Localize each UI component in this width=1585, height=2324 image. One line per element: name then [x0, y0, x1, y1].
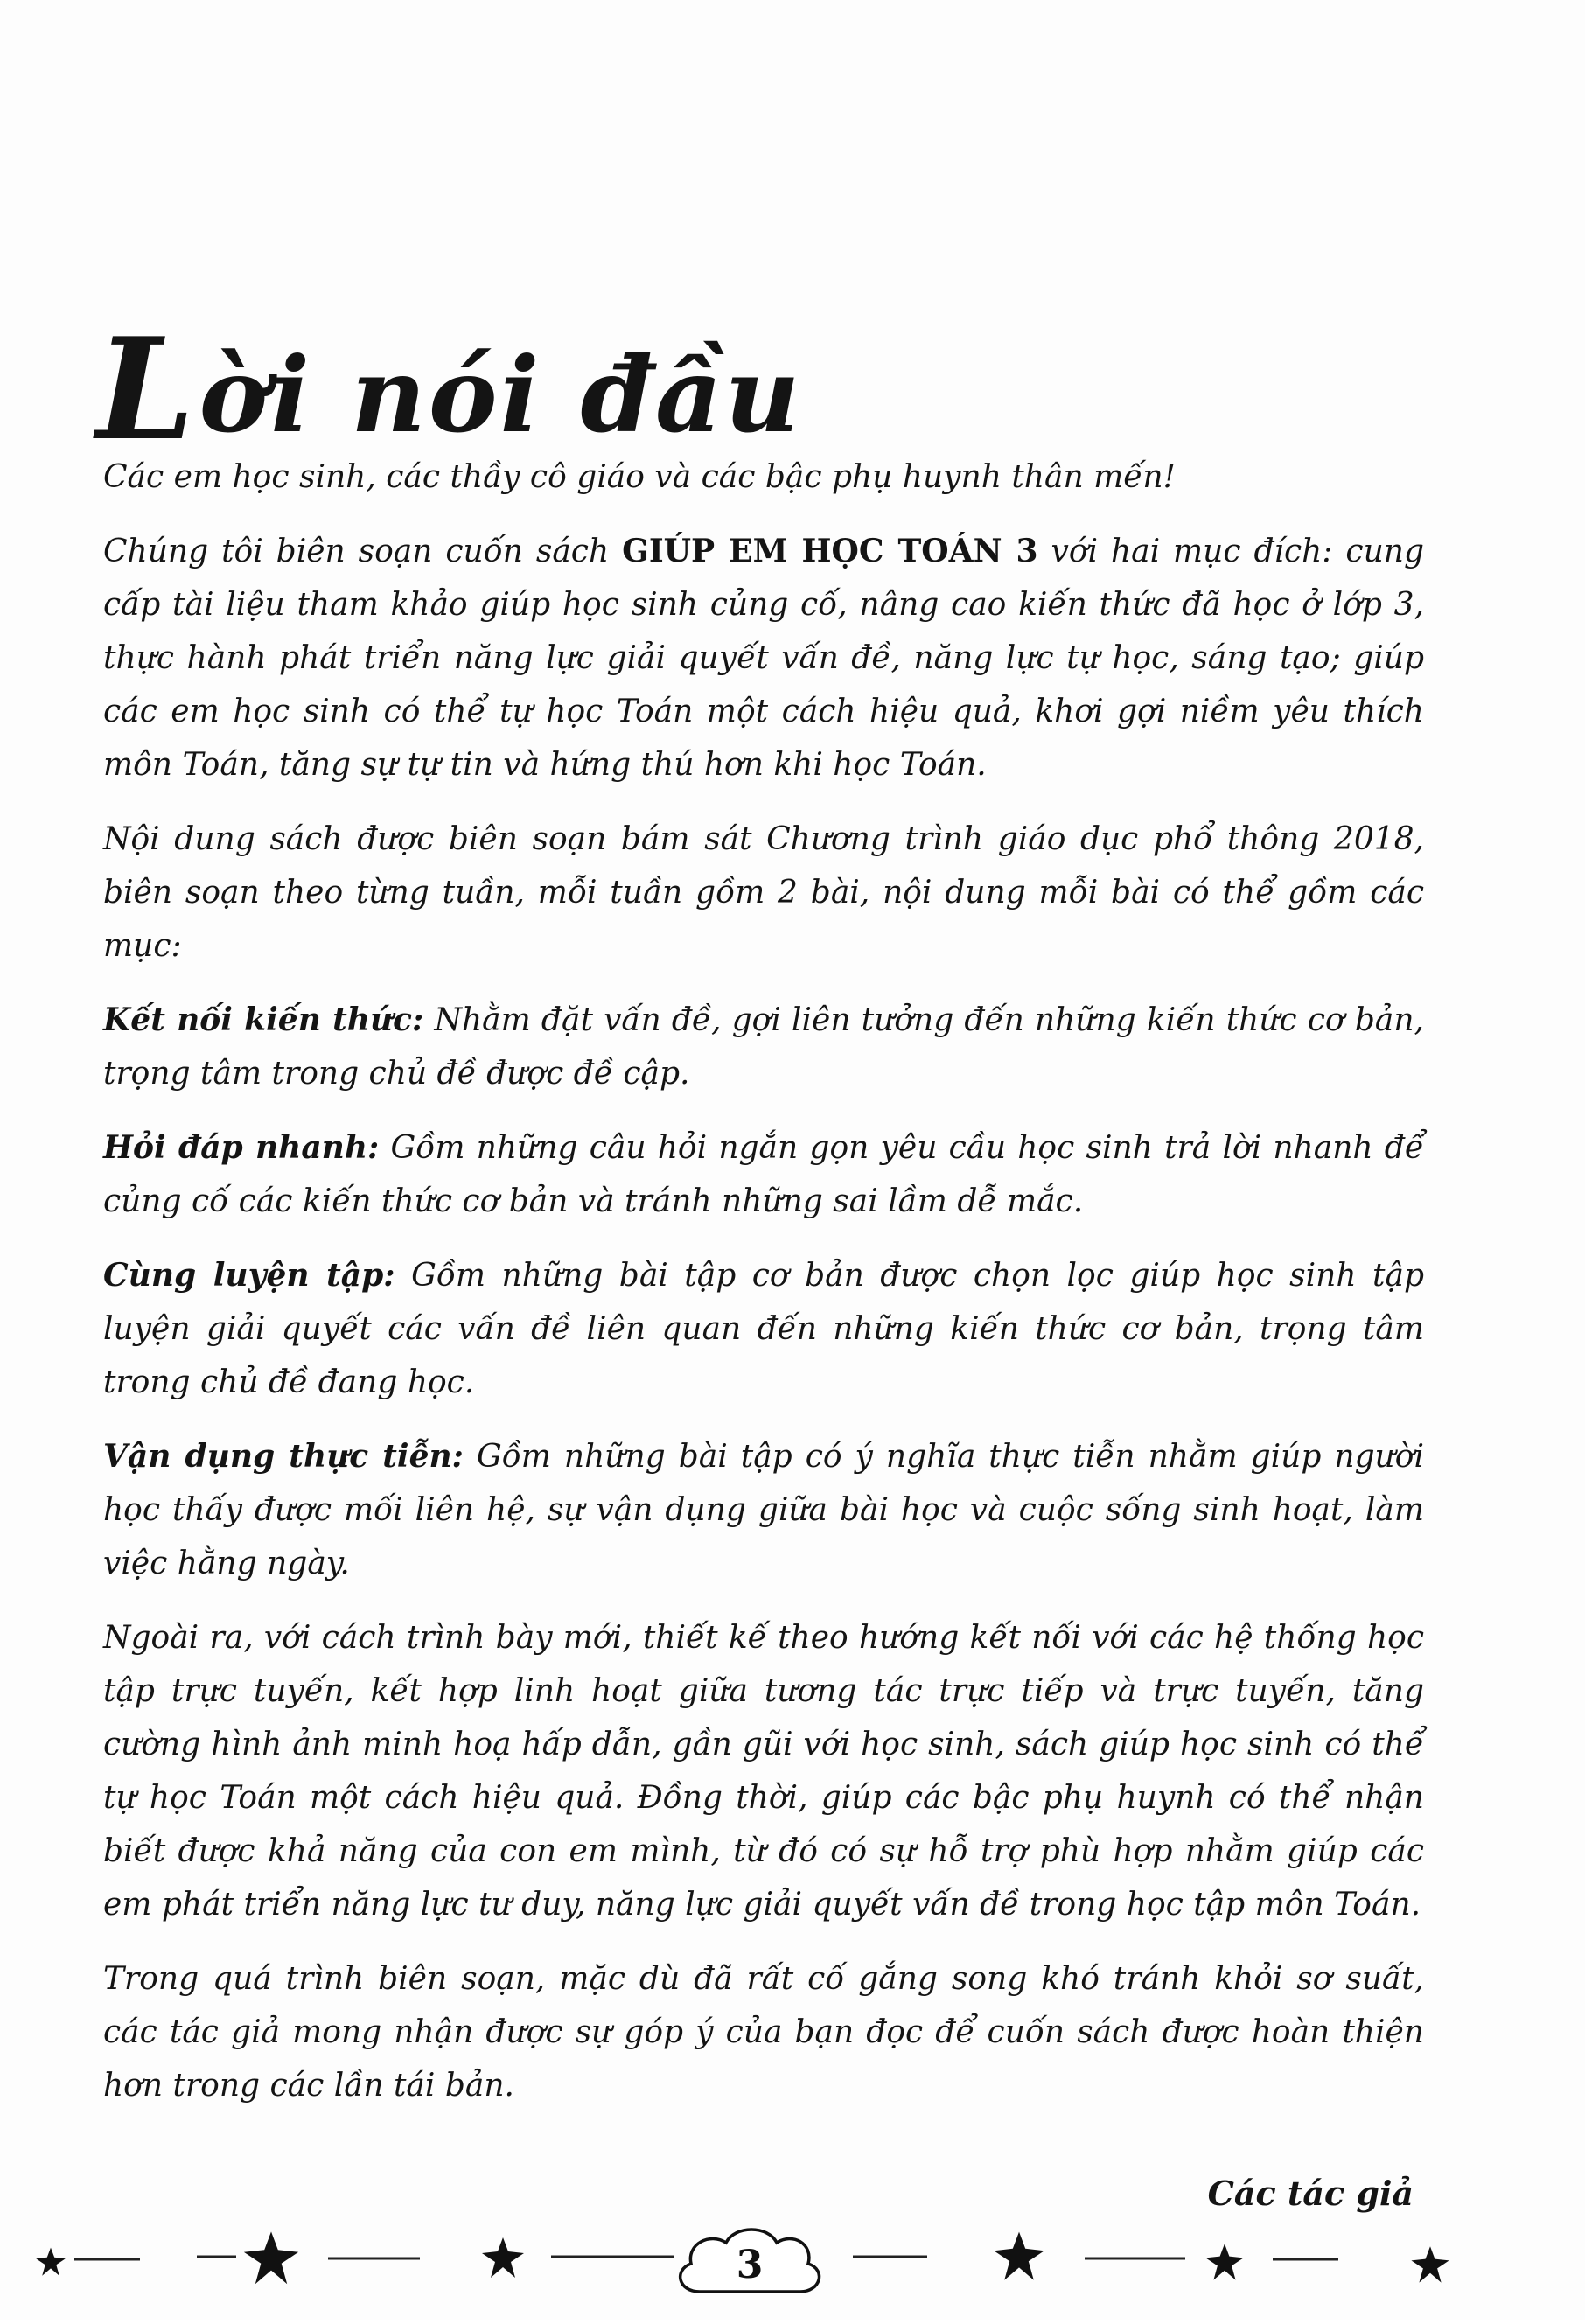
star-icon: [244, 2231, 298, 2284]
title-initial: L: [96, 307, 198, 472]
page-number: 3: [736, 2243, 764, 2287]
closing-paragraph: [103, 1952, 1424, 2112]
paragraph-text: Gồm những câu hỏi ngắn gọn yêu cầu học sinh trả lời nhanh để củng cố các kiến thức cơ bản và tránh những sai lầm dễ mắc.: [103, 1130, 1424, 1219]
footer-decoration: [0, 2222, 1585, 2320]
section-lead: Hỏi đáp nhanh:: [103, 1129, 380, 1166]
section-lead: Kết nối kiến thức:: [103, 1001, 424, 1038]
paragraph-text: Nội dung sách được biên soạn bám sát Chương trình giáo dục phổ thông 2018, biên soạn theo từng tuần, mỗi tuần gồm 2 bài, nội dung mỗi bài có thể gồm các mục:: [103, 821, 1424, 964]
content-paragraph: [103, 813, 1424, 973]
section-hoi-dap-nhanh: [103, 1121, 1424, 1228]
book-title: GIÚP EM HỌC TOÁN 3: [622, 533, 1038, 569]
star-icon: [1411, 2246, 1449, 2282]
section-cung-luyen-tap: [103, 1249, 1424, 1409]
star-icon: [482, 2237, 524, 2278]
star-icon: [36, 2248, 66, 2276]
page-footer: [0, 2222, 1585, 2320]
paragraph-text: với hai mục đích: cung cấp tài liệu tham khảo giúp học sinh củng cố, nâng cao kiến thức đã học ở lớp 3, thực hành phát triển năng lực giải quyết vấn đề, năng lực tự học, sáng tạo; giúp các em học sinh có thể tự học Toán một cách hiệu quả, khơi gợi niềm yêu thích môn Toán, tăng sự tự tin và hứng thú hơn khi học Toán.: [103, 534, 1424, 783]
paragraph-text: Ngoài ra, với cách trình bày mới, thiết kế theo hướng kết nối với các hệ thống học tập trực tuyến, kết hợp linh hoạt giữa tương tác trực tiếp và trực tuyến, tăng cường hình ảnh minh hoạ hấp dẫn, gần gũi với học sinh, sách giúp học sinh có thể tự học Toán một cách hiệu quả. Đồng thời, giúp các bậc phụ huynh có thể nhận biết được khả năng của con em mình, từ đó có sự hỗ trợ phù hợp nhằm giúp các em phát triển năng lực tư duy, năng lực giải quyết vấn đề trong học tập môn Toán.: [103, 1620, 1424, 1923]
star-icon: [1205, 2244, 1243, 2279]
greeting-paragraph: [103, 450, 1424, 504]
paragraph-text: Gồm những bài tập có ý nghĩa thực tiễn nhằm giúp người học thấy được mối liên hệ, sự vận dụng giữa bài học và cuộc sống sinh hoạt, làm việc hằng ngày.: [103, 1439, 1424, 1581]
preface-body: [103, 450, 1424, 2133]
star-icon: [994, 2232, 1044, 2280]
paragraph-text: Chúng tôi biên soạn cuốn sách: [103, 534, 623, 569]
paragraph-text: Trong quá trình biên soạn, mặc dù đã rất cố gắng song khó tránh khỏi sơ suất, các tác giả mong nhận được sự góp ý của bạn đọc để cuốn sách được hoàn thiện hơn trong các lần tái bản.: [103, 1961, 1424, 2104]
signature: Các tác giả: [1207, 2174, 1414, 2213]
section-van-dung-thuc-tien: [103, 1430, 1424, 1590]
section-ket-noi-kien-thuc: [103, 994, 1424, 1100]
paragraph-text: Các em học sinh, các thầy cô giáo và các bậc phụ huynh thân mến!: [103, 459, 1177, 495]
paragraph-text: Nhằm đặt vấn đề, gợi liên tưởng đến những kiến thức cơ bản, trọng tâm trong chủ đề được đề cập.: [103, 1002, 1424, 1092]
section-lead: Vận dụng thực tiễn:: [103, 1438, 464, 1475]
presentation-paragraph: [103, 1611, 1424, 1931]
purpose-paragraph: [103, 525, 1424, 792]
paragraph-text: Gồm những bài tập cơ bản được chọn lọc giúp học sinh tập luyện giải quyết các vấn đề liên quan đến những kiến thức cơ bản, trọng tâm trong chủ đề đang học.: [103, 1258, 1425, 1400]
page-title: [96, 305, 802, 473]
section-lead: Cùng luyện tập:: [103, 1257, 395, 1294]
title-rest: ời nói đầu: [199, 334, 803, 457]
